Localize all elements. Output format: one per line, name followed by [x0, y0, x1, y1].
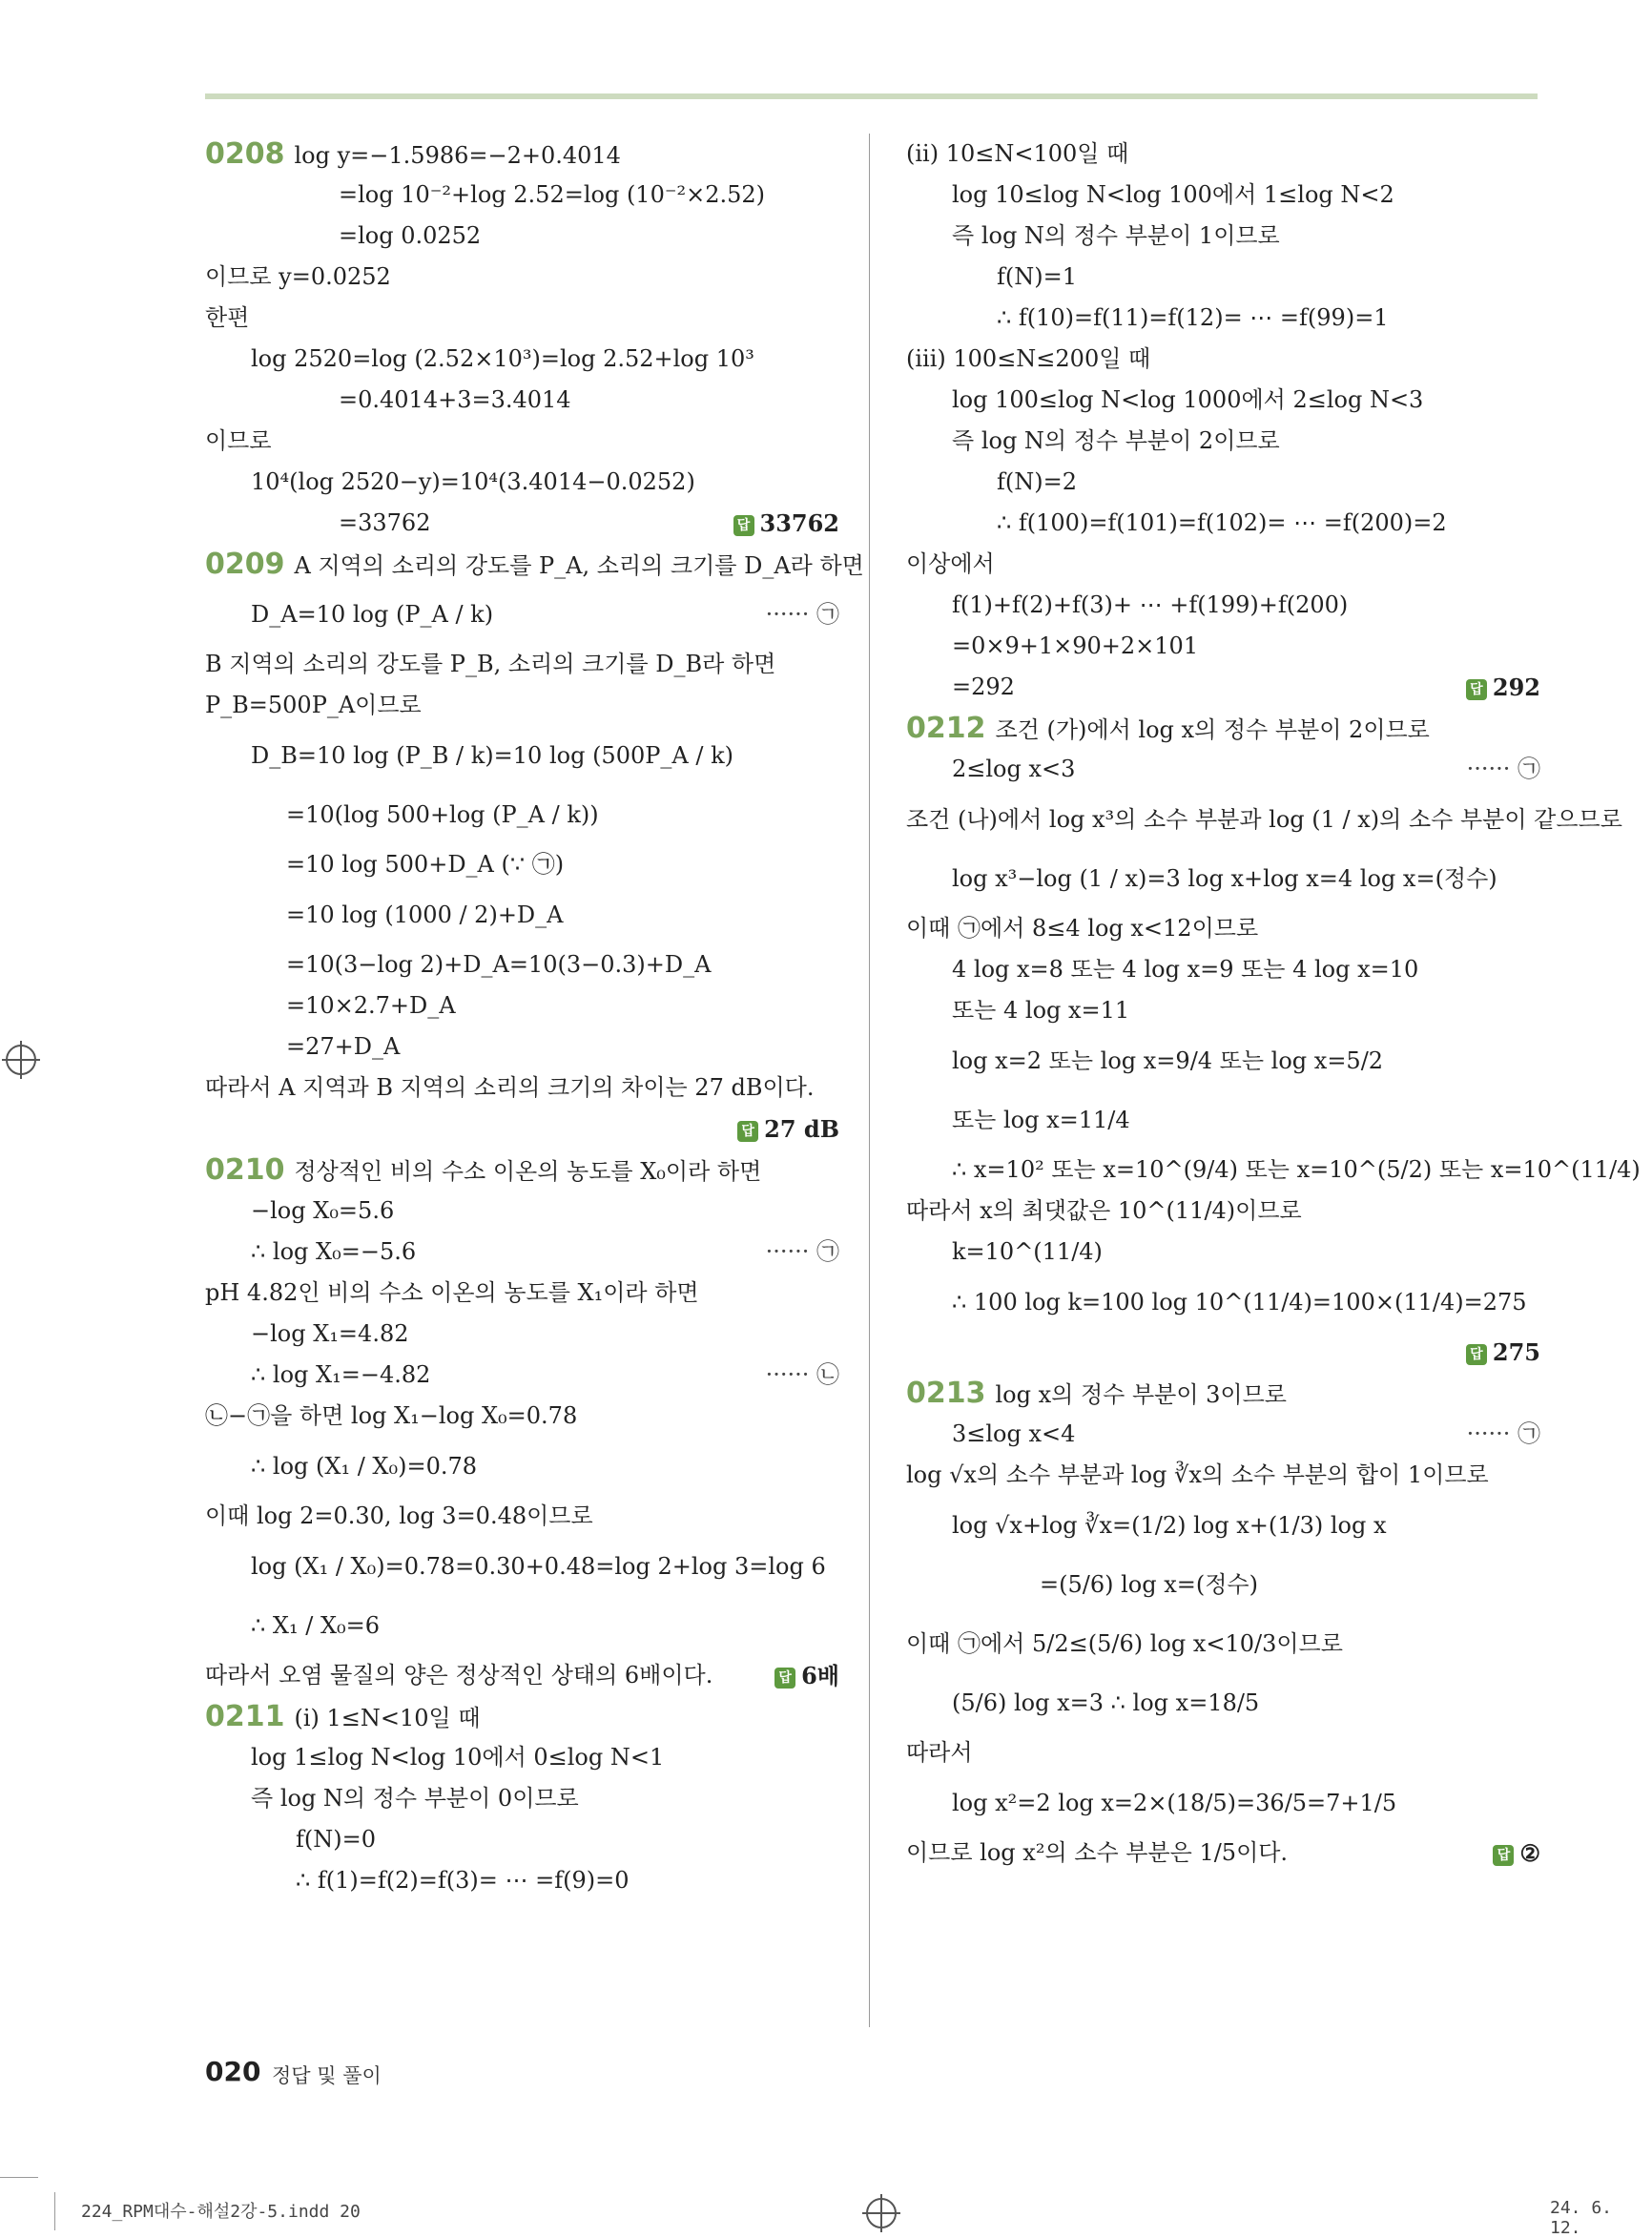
solution-line — [205, 1067, 839, 1109]
problem-header-line — [205, 544, 864, 585]
line-text: =0.4014+3=3.4014 — [339, 386, 571, 413]
column-divider — [869, 134, 870, 2027]
solution-line — [906, 175, 1540, 216]
line-text: 2≤log x<3 — [952, 756, 1076, 782]
line-text: P_B=500P_A이므로 — [205, 692, 422, 718]
solution-line — [906, 1232, 1540, 1273]
solution-line — [906, 1191, 1540, 1232]
solution-line — [205, 1232, 839, 1273]
solution-line — [906, 257, 1540, 298]
line-text: =10 log (1000 / 2)+D_A — [286, 901, 564, 928]
line-text: log x³−log (1 / x)=3 log x+log x=4 log x=(정수) — [952, 865, 1497, 892]
line-text: 또는 log x=11/4 — [952, 1107, 1130, 1133]
line-text: (5/6) log x=3 ∴ log x=18/5 — [952, 1689, 1260, 1716]
solution-line — [205, 1537, 839, 1596]
line-text: 3≤log x<4 — [952, 1420, 1076, 1447]
date-slug: 24. 6. 12. — [1550, 2198, 1613, 2238]
line-text: =27+D_A — [286, 1033, 401, 1060]
line-text: =log 10⁻²+log 2.52=log (10⁻²×2.52) — [339, 181, 766, 208]
line-text: 즉 log N의 정수 부분이 1이므로 — [952, 222, 1280, 249]
answer-value: ② — [1519, 1839, 1540, 1867]
line-text: log x=2 또는 log x=9/4 또는 log x=5/2 — [952, 1047, 1384, 1074]
line-text: =10 log 500+D_A (∵ ㉠) — [286, 851, 565, 878]
right-column — [906, 134, 1641, 1874]
line-text: pH 4.82인 비의 수소 이온의 농도를 X₁이라 하면 — [205, 1279, 699, 1306]
solution-line — [205, 1437, 839, 1496]
answer — [737, 1109, 839, 1150]
solution-line — [906, 462, 1540, 503]
solution-line — [906, 1773, 1540, 1833]
line-text: f(N)=2 — [997, 468, 1077, 495]
line-text: ∴ f(100)=f(101)=f(102)= ⋯ =f(200)=2 — [997, 509, 1447, 536]
solution-line — [906, 990, 1540, 1031]
line-text: ∴ log (X₁ / X₀)=0.78 — [251, 1453, 478, 1480]
solution-line — [906, 1332, 1540, 1373]
line-text: =(5/6) log x=(정수) — [1040, 1571, 1258, 1598]
solution-line — [906, 749, 1540, 790]
problem-header-line — [205, 1696, 839, 1737]
solution-line — [205, 503, 839, 544]
answer-value: 275 — [1492, 1338, 1540, 1366]
line-text: ∴ log X₀=−5.6 — [251, 1238, 417, 1265]
line-text: =log 0.0252 — [339, 222, 482, 249]
equation-marker: ······ ㉠ — [1466, 1420, 1540, 1447]
problem-header-line — [906, 1373, 1540, 1414]
answer-badge-icon: 답 — [774, 1668, 795, 1689]
line-text: D_B=10 log (P_B / k)=10 log (500P_A / k) — [251, 742, 733, 769]
line-text: log √x+log ∛x=(1/2) log x+(1/3) log x — [952, 1512, 1387, 1539]
solution-line — [205, 339, 839, 380]
line-text: ㉡−㉠을 하면 log X₁−log X₀=0.78 — [205, 1402, 578, 1429]
answer-badge-icon: 답 — [733, 515, 754, 536]
line-text: 이상에서 — [906, 550, 995, 577]
solution-line — [906, 1833, 1540, 1874]
answer — [1493, 1833, 1540, 1874]
line-text: log (X₁ / X₀)=0.78=0.30+0.48=log 2+log 3=log 6 — [251, 1553, 826, 1580]
solution-line — [906, 849, 1540, 908]
answer-value: 27 dB — [764, 1115, 839, 1143]
line-text: =292 — [952, 673, 1015, 700]
line-text: log 1≤log N<log 10에서 0≤log N<1 — [251, 1744, 665, 1771]
line-text: log 2520=log (2.52×10³)=log 2.52+log 10³ — [251, 345, 754, 372]
solution-line — [205, 785, 839, 844]
problem-number: 0209 — [205, 548, 285, 581]
solution-line — [205, 1778, 839, 1819]
solution-line — [906, 380, 1540, 421]
registration-mark-icon — [6, 1045, 36, 1075]
line-text: 즉 log N의 정수 부분이 0이므로 — [251, 1785, 579, 1812]
solution-line — [906, 1031, 1540, 1090]
line-text: (i) 1≤N<10일 때 — [294, 1705, 481, 1731]
line-text: 따라서 x의 최댓값은 10^(11/4)이므로 — [906, 1197, 1302, 1224]
page-number: 020 — [205, 2056, 261, 2087]
solution-line — [205, 685, 839, 726]
solution-line — [906, 949, 1540, 990]
line-text: f(N)=1 — [997, 263, 1077, 290]
line-text: =0×9+1×90+2×101 — [952, 632, 1199, 659]
line-text: log √x의 소수 부분과 log ∛x의 소수 부분의 합이 1이므로 — [906, 1461, 1489, 1488]
problem-number: 0211 — [205, 1700, 285, 1733]
solution-line — [906, 544, 1540, 585]
crop-mark — [0, 2177, 38, 2178]
line-text: 정상적인 비의 수소 이온의 농도를 X₀이라 하면 — [294, 1158, 762, 1185]
answer — [774, 1655, 839, 1696]
solution-line — [205, 1819, 839, 1860]
solution-line — [205, 1314, 839, 1355]
line-text: log 100≤log N<log 1000에서 2≤log N<3 — [952, 386, 1424, 413]
line-text: (iii) 100≤N≤200일 때 — [906, 345, 1151, 372]
solution-line — [906, 339, 1540, 380]
line-text: 따라서 오염 물질의 양은 정상적인 상태의 6배이다. — [205, 1662, 713, 1689]
problem-number: 0212 — [906, 712, 986, 745]
solution-line — [205, 1026, 839, 1067]
answer-value: 292 — [1492, 673, 1540, 701]
equation-marker: ······ ㉠ — [1466, 756, 1540, 782]
solution-line — [205, 380, 839, 421]
problem-header-line — [205, 1150, 839, 1191]
line-text: D_A=10 log (P_A / k) — [251, 601, 494, 628]
line-text: 이므로 log x²의 소수 부분은 1/5이다. — [906, 1839, 1289, 1866]
line-text: A 지역의 소리의 강도를 P_A, 소리의 크기를 D_A라 하면 — [294, 552, 864, 579]
solution-line — [906, 1555, 1540, 1614]
line-text: 따라서 A 지역과 B 지역의 소리의 크기의 차이는 27 dB이다. — [205, 1074, 815, 1101]
line-text: 한편 — [205, 304, 250, 331]
section-label: 정답 및 풀이 — [272, 2064, 382, 2087]
line-text: −log X₁=4.82 — [251, 1320, 409, 1347]
problem-number: 0213 — [906, 1377, 986, 1410]
top-rule — [205, 93, 1538, 99]
line-text: ∴ 100 log k=100 log 10^(11/4)=100×(11/4)=275 — [952, 1289, 1527, 1316]
solution-line — [205, 1737, 839, 1778]
solution-line — [906, 1090, 1540, 1150]
registration-mark-icon — [866, 2198, 897, 2228]
line-text: 이때 ㉠에서 5/2≤(5/6) log x<10/3이므로 — [906, 1630, 1343, 1657]
answer — [733, 503, 840, 544]
answer-badge-icon: 답 — [737, 1121, 758, 1142]
line-text: =33762 — [339, 509, 431, 536]
answer — [1466, 1332, 1540, 1373]
solution-line — [205, 885, 839, 944]
problem-header-line — [906, 708, 1540, 749]
line-text: 이때 log 2=0.30, log 3=0.48이므로 — [205, 1502, 593, 1529]
problem-header-line — [205, 134, 839, 175]
left-column — [205, 134, 864, 1901]
line-text: =10(3−log 2)+D_A=10(3−0.3)+D_A — [286, 951, 712, 978]
solution-line — [205, 1109, 839, 1150]
problem-number: 0210 — [205, 1153, 285, 1187]
line-text: log 10≤log N<log 100에서 1≤log N<2 — [952, 181, 1394, 208]
solution-line — [906, 421, 1540, 462]
solution-line — [906, 908, 1540, 949]
line-text: =10×2.7+D_A — [286, 992, 456, 1019]
answer-badge-icon: 답 — [1493, 1845, 1514, 1866]
solution-line — [906, 1614, 1540, 1673]
solution-line — [205, 1273, 839, 1314]
solution-line — [205, 1496, 839, 1537]
solution-line — [205, 1396, 839, 1437]
crop-mark — [54, 2192, 55, 2230]
line-text: (ii) 10≤N<100일 때 — [906, 140, 1129, 167]
line-text: ∴ x=10² 또는 x=10^(9/4) 또는 x=10^(5/2) 또는 x=10^(11/4) — [952, 1156, 1641, 1183]
solution-line — [906, 1455, 1540, 1496]
solution-line — [205, 1655, 839, 1696]
solution-line — [205, 298, 839, 339]
solution-line — [205, 644, 839, 685]
line-text: k=10^(11/4) — [952, 1238, 1103, 1265]
solution-line — [205, 1355, 839, 1396]
solution-line — [906, 134, 1540, 175]
solution-line — [906, 298, 1540, 339]
line-text: 또는 4 log x=11 — [952, 997, 1130, 1024]
solution-line — [906, 585, 1540, 626]
solution-line — [205, 944, 839, 985]
solution-line — [205, 257, 839, 298]
solution-line — [205, 1596, 839, 1655]
solution-line — [205, 462, 839, 503]
line-text: 조건 (가)에서 log x의 정수 부분이 2이므로 — [995, 716, 1430, 743]
solution-line — [205, 985, 839, 1026]
equation-marker: ······ ㉠ — [765, 601, 839, 628]
line-text: f(N)=0 — [296, 1826, 376, 1853]
answer-badge-icon: 답 — [1466, 1344, 1487, 1365]
line-text: ∴ X₁ / X₀=6 — [251, 1612, 381, 1639]
line-text: 조건 (나)에서 log x³의 소수 부분과 log (1 / x)의 소수 부분이 같으므로 — [906, 806, 1622, 833]
solution-line — [205, 844, 839, 885]
equation-marker: ······ ㉡ — [765, 1361, 839, 1388]
file-slug: 224_RPM대수-해설2강-5.indd 20 — [81, 2202, 361, 2222]
solution-line — [906, 667, 1540, 708]
equation-marker: ······ ㉠ — [765, 1238, 839, 1265]
line-text: ∴ f(1)=f(2)=f(3)= ⋯ =f(9)=0 — [296, 1867, 630, 1894]
solution-line — [906, 1496, 1540, 1555]
solution-line — [205, 216, 839, 257]
line-text: log x의 정수 부분이 3이므로 — [995, 1381, 1287, 1408]
line-text: ∴ log X₁=−4.82 — [251, 1361, 431, 1388]
solution-line — [205, 1860, 839, 1901]
answer — [1466, 667, 1540, 708]
line-text: 10⁴(log 2520−y)=10⁴(3.4014−0.0252) — [251, 468, 695, 495]
solution-line — [205, 726, 839, 785]
solution-line — [205, 175, 839, 216]
line-text: 따라서 — [906, 1739, 973, 1766]
line-text: 이때 ㉠에서 8≤4 log x<12이므로 — [906, 915, 1259, 942]
line-text: ∴ f(10)=f(11)=f(12)= ⋯ =f(99)=1 — [997, 304, 1389, 331]
solution-line — [205, 421, 839, 462]
solution-line — [906, 1150, 1641, 1191]
solution-line — [205, 1191, 839, 1232]
problem-number: 0208 — [205, 137, 285, 171]
line-text: 즉 log N의 정수 부분이 2이므로 — [952, 427, 1280, 454]
solution-line — [906, 216, 1540, 257]
line-text: B 지역의 소리의 강도를 P_B, 소리의 크기를 D_B라 하면 — [205, 651, 776, 677]
solution-line — [906, 503, 1540, 544]
line-text: 이므로 — [205, 427, 272, 454]
solution-line — [906, 626, 1540, 667]
solution-line — [906, 1673, 1540, 1732]
answer-badge-icon: 답 — [1466, 679, 1487, 700]
solution-line — [906, 790, 1622, 849]
solution-line — [205, 585, 839, 644]
solution-line — [906, 1732, 1540, 1773]
line-text: =10(log 500+log (P_A / k)) — [286, 801, 599, 828]
line-text: 4 log x=8 또는 4 log x=9 또는 4 log x=10 — [952, 956, 1419, 983]
line-text: 이므로 y=0.0252 — [205, 263, 391, 290]
answer-value: 6배 — [801, 1662, 839, 1689]
solution-line — [906, 1273, 1540, 1332]
solution-line — [906, 1414, 1540, 1455]
answer-value: 33762 — [759, 509, 839, 537]
line-text: −log X₀=5.6 — [251, 1197, 395, 1224]
line-text: f(1)+f(2)+f(3)+ ⋯ +f(199)+f(200) — [952, 591, 1349, 618]
line-text: log y=−1.5986=−2+0.4014 — [294, 142, 621, 169]
line-text: log x²=2 log x=2×(18/5)=36/5=7+1/5 — [952, 1790, 1397, 1816]
